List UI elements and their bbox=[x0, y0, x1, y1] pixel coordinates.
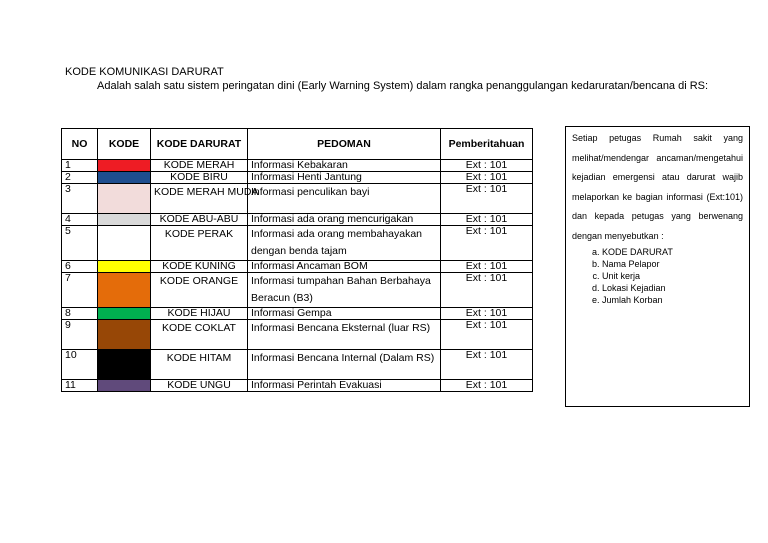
color-swatch bbox=[98, 308, 151, 320]
code-name: KODE KUNING bbox=[151, 261, 248, 273]
table-body bbox=[62, 160, 533, 392]
document-title: KODE KOMUNIKASI DARURAT bbox=[65, 66, 224, 78]
code-name: KODE BIRU bbox=[151, 172, 248, 184]
code-name: KODE COKLAT bbox=[151, 320, 248, 350]
code-pedoman: Informasi ada orang membahayakan dengan benda tajam bbox=[248, 226, 441, 261]
code-extension: Ext : 101 bbox=[441, 320, 533, 350]
reporting-checklist bbox=[572, 246, 743, 306]
color-swatch bbox=[98, 214, 151, 226]
row-number: 8 bbox=[62, 308, 98, 320]
list-item: b. Nama Pelapor bbox=[602, 258, 743, 270]
color-swatch bbox=[98, 320, 151, 350]
table-row bbox=[62, 160, 533, 172]
color-swatch bbox=[98, 184, 151, 214]
row-number: 6 bbox=[62, 261, 98, 273]
row-number: 4 bbox=[62, 214, 98, 226]
intro-text: Adalah salah satu sistem peringatan dini (Early Warning System) dalam rangka penanggulangan kedaruratan/bencana di RS: bbox=[97, 80, 709, 92]
code-pedoman: Informasi penculikan bayi bbox=[248, 184, 441, 214]
color-swatch bbox=[98, 350, 151, 380]
row-number: 2 bbox=[62, 172, 98, 184]
table-row bbox=[62, 350, 533, 380]
code-extension: Ext : 101 bbox=[441, 214, 533, 226]
code-name: KODE ORANGE bbox=[151, 273, 248, 308]
row-number: 5 bbox=[62, 226, 98, 261]
row-number: 11 bbox=[62, 380, 98, 392]
table-row bbox=[62, 273, 533, 308]
code-name: KODE MERAH bbox=[151, 160, 248, 172]
code-name: KODE HITAM bbox=[151, 350, 248, 380]
table-row bbox=[62, 261, 533, 273]
header-pemberitahuan: Pemberitahuan bbox=[441, 129, 533, 160]
code-extension: Ext : 101 bbox=[441, 308, 533, 320]
row-number: 9 bbox=[62, 320, 98, 350]
code-name: KODE HIJAU bbox=[151, 308, 248, 320]
code-extension: Ext : 101 bbox=[441, 172, 533, 184]
list-item: c. Unit kerja bbox=[602, 270, 743, 282]
table-header-row bbox=[62, 129, 533, 160]
code-extension: Ext : 101 bbox=[441, 226, 533, 261]
code-pedoman: Informasi Gempa bbox=[248, 308, 441, 320]
color-swatch bbox=[98, 226, 151, 261]
reporting-instructions: Setiap petugas Rumah sakit yang melihat/mendengar ancaman/mengetahui kejadian emergensi atau darurat wajib melaporkan ke bagian informasi (Ext:101) dan kepada petugas yang berwenang dengan menyebutkan : bbox=[572, 133, 743, 241]
code-extension: Ext : 101 bbox=[441, 273, 533, 308]
table-row bbox=[62, 226, 533, 261]
color-swatch bbox=[98, 273, 151, 308]
color-swatch bbox=[98, 172, 151, 184]
header-kode: KODE bbox=[98, 129, 151, 160]
code-extension: Ext : 101 bbox=[441, 261, 533, 273]
code-pedoman: Informasi ada orang mencurigakan bbox=[248, 214, 441, 226]
code-name: KODE UNGU bbox=[151, 380, 248, 392]
code-extension: Ext : 101 bbox=[441, 160, 533, 172]
code-name: KODE MERAH MUDA bbox=[151, 184, 248, 214]
code-extension: Ext : 101 bbox=[441, 380, 533, 392]
table-row bbox=[62, 214, 533, 226]
color-swatch bbox=[98, 380, 151, 392]
row-number: 1 bbox=[62, 160, 98, 172]
list-item: e. Jumlah Korban bbox=[602, 294, 743, 306]
list-item: d. Lokasi Kejadian bbox=[602, 282, 743, 294]
emergency-code-table bbox=[61, 128, 533, 392]
code-pedoman: Informasi Perintah Evakuasi bbox=[248, 380, 441, 392]
row-number: 10 bbox=[62, 350, 98, 380]
code-extension: Ext : 101 bbox=[441, 350, 533, 380]
color-swatch bbox=[98, 160, 151, 172]
header-no: NO bbox=[62, 129, 98, 160]
row-number: 3 bbox=[62, 184, 98, 214]
reporting-info-box bbox=[565, 126, 750, 407]
code-pedoman: Informasi Bencana Internal (Dalam RS) bbox=[248, 350, 441, 380]
color-swatch bbox=[98, 261, 151, 273]
code-pedoman: Informasi Kebakaran bbox=[248, 160, 441, 172]
header-pedoman: PEDOMAN bbox=[248, 129, 441, 160]
code-name: KODE PERAK bbox=[151, 226, 248, 261]
code-pedoman: Informasi Bencana Eksternal (luar RS) bbox=[248, 320, 441, 350]
table-row bbox=[62, 308, 533, 320]
table-row bbox=[62, 172, 533, 184]
table-row bbox=[62, 380, 533, 392]
header-kode-darurat: KODE DARURAT bbox=[151, 129, 248, 160]
code-pedoman: Informasi Henti Jantung bbox=[248, 172, 441, 184]
code-pedoman: Informasi tumpahan Bahan Berbahaya Beracun (B3) bbox=[248, 273, 441, 308]
table-row bbox=[62, 320, 533, 350]
row-number: 7 bbox=[62, 273, 98, 308]
list-item: a. KODE DARURAT bbox=[602, 246, 743, 258]
table-row bbox=[62, 184, 533, 214]
code-extension: Ext : 101 bbox=[441, 184, 533, 214]
code-name: KODE ABU-ABU bbox=[151, 214, 248, 226]
code-pedoman: Informasi Ancaman BOM bbox=[248, 261, 441, 273]
